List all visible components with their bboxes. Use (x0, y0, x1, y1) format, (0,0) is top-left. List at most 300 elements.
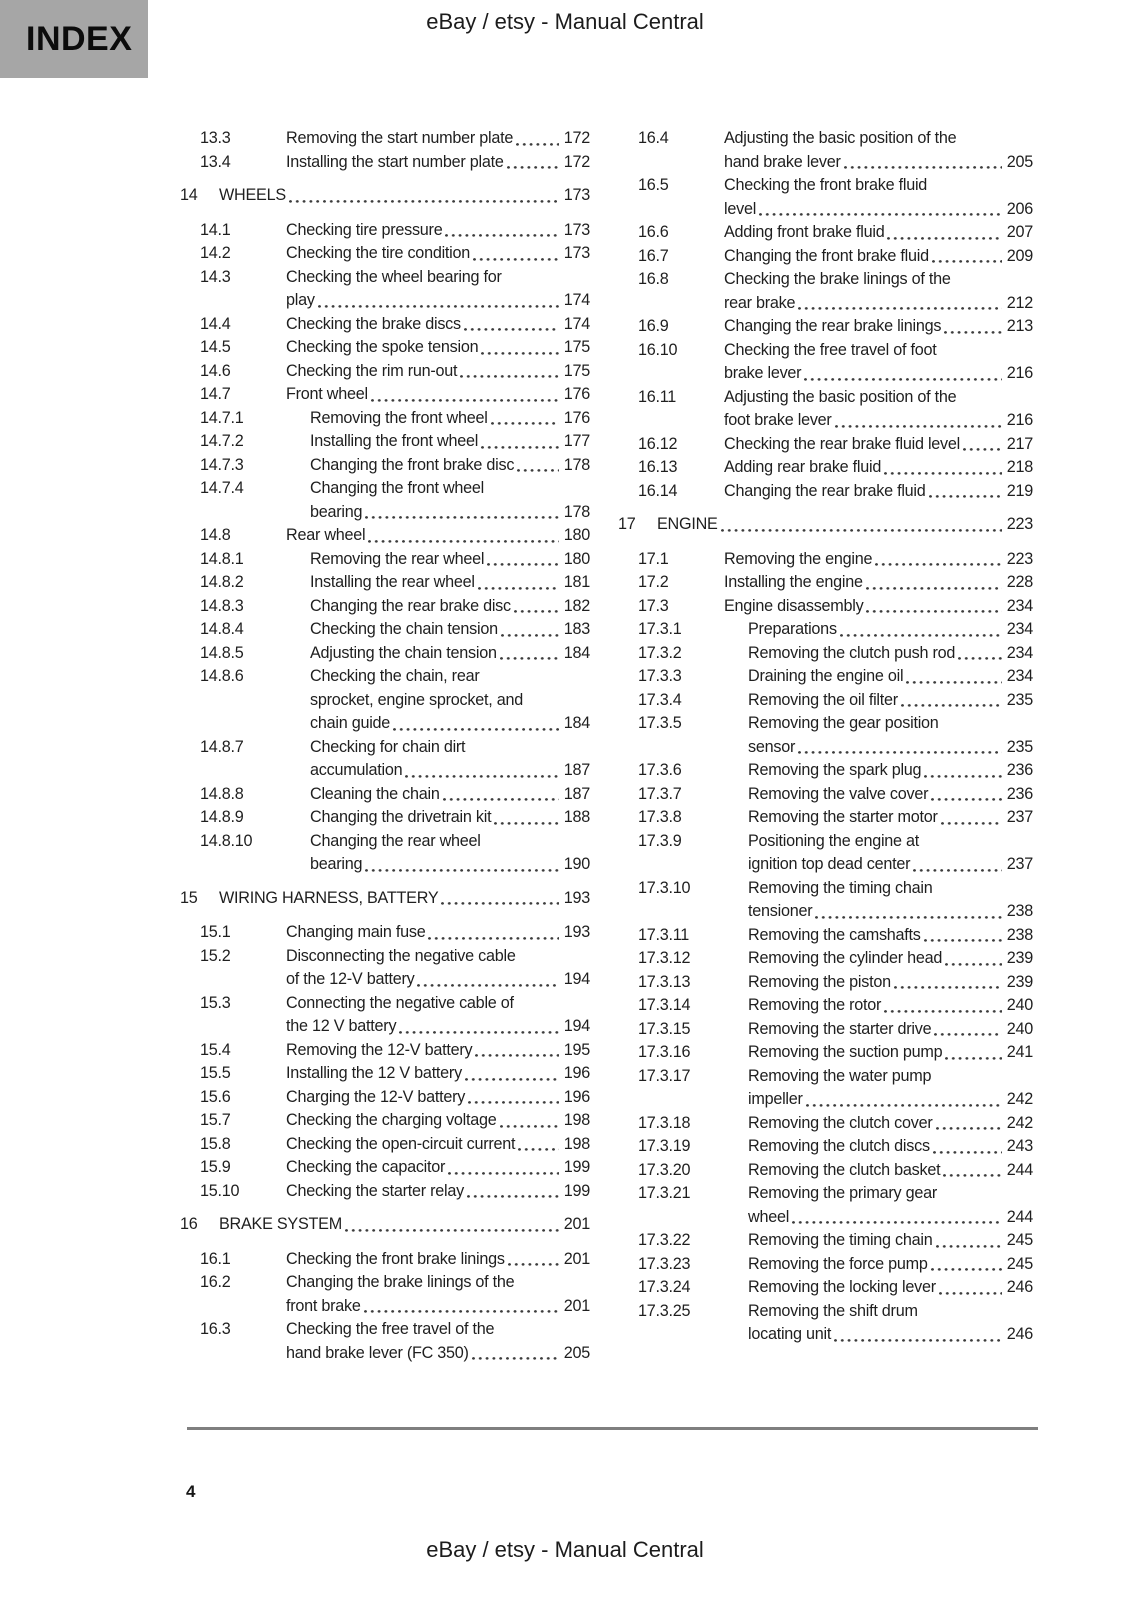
toc-entry-title: Checking the open-circuit current (286, 1134, 516, 1153)
toc-entry-number: 16.9 (638, 317, 669, 335)
toc-entry-page: 178 (563, 455, 590, 474)
dot-leader (516, 143, 559, 146)
toc-entry-number: 16.7 (638, 246, 669, 265)
toc-entry-page: 218 (1006, 458, 1033, 476)
toc-entry-title: Changing main fuse (286, 923, 426, 941)
toc-entry-title: Checking the front brake fluid (724, 176, 928, 194)
toc-entry-page: 234 (1006, 667, 1033, 685)
dot-leader (481, 352, 558, 355)
toc-entry-line (748, 1159, 1033, 1183)
toc-entry-page: 195 (563, 1040, 590, 1059)
toc-entry-line (286, 1295, 590, 1319)
toc-entry-page: 207 (1006, 223, 1033, 241)
toc-entry-title: WIRING HARNESS, BATTERY (219, 888, 439, 907)
toc-entry-number: 16.13 (638, 458, 678, 476)
toc-entry-line (219, 887, 590, 911)
dot-leader (518, 1148, 558, 1151)
toc-entry-line (310, 689, 590, 713)
toc-entry-number: 17.3.11 (638, 925, 690, 944)
toc-entry-number: 14.8.3 (200, 596, 244, 615)
toc-entry-title: Removing the valve cover (748, 784, 929, 803)
toc-entry-line (286, 1039, 590, 1063)
toc-entry-page: 223 (1006, 515, 1033, 533)
toc-entry-line (286, 1342, 590, 1366)
toc-entry-title: Checking the capacitor (286, 1158, 446, 1176)
toc-entry-title: Removing the primary gear (748, 1184, 937, 1202)
toc-entry-number: 14.8.9 (200, 808, 244, 826)
toc-entry-line (286, 1248, 590, 1272)
toc-entry-line (748, 1300, 1033, 1324)
toc-entry-number: 14.8.5 (200, 643, 244, 662)
dot-leader (368, 540, 558, 543)
toc-entry-title: Removing the spark plug (748, 761, 922, 779)
toc-entry (618, 877, 1033, 924)
toc-entry-line (748, 900, 1033, 924)
toc-entry (618, 947, 1033, 971)
toc-entry-number: 17.3.9 (638, 831, 682, 850)
toc-entry-page: 238 (1006, 902, 1033, 920)
toc-entry-line (310, 618, 590, 642)
toc-entry-number: 17.1 (638, 549, 669, 568)
toc-entry-title: Adjusting the basic position of the (724, 129, 957, 147)
toc-entry-title: Changing the rear wheel (310, 831, 481, 850)
toc-entry (618, 1018, 1033, 1042)
toc-entry-page: 173 (563, 244, 590, 262)
toc-entry-page: 239 (1006, 949, 1033, 967)
toc-entry-line (748, 1135, 1033, 1159)
dot-leader (894, 986, 1002, 989)
toc-entry-line (286, 360, 590, 384)
toc-entry-line (748, 618, 1033, 642)
toc-entry-line (748, 994, 1033, 1018)
toc-entry-number: 15.7 (200, 1111, 231, 1129)
dot-leader (467, 1195, 559, 1198)
toc-entry-title: Removing the cylinder head (748, 949, 943, 967)
dot-leader (289, 200, 559, 203)
toc-entry (180, 642, 590, 666)
toc-entry-number: 17.3.19 (638, 1137, 691, 1155)
toc-entry-title: Checking the front brake linings (286, 1249, 505, 1268)
toc-entry-page: 199 (563, 1181, 590, 1200)
toc-entry (618, 315, 1033, 339)
toc-entry (180, 383, 590, 407)
toc-entry-line (748, 736, 1033, 760)
toc-entry (618, 689, 1033, 713)
dot-leader (798, 307, 1001, 310)
toc-entry-title: Installing the front wheel (310, 432, 479, 450)
toc-entry-page: 175 (563, 338, 590, 356)
dot-leader (500, 1125, 559, 1128)
toc-entry-number: 16.11 (638, 387, 677, 406)
toc-entry-title: Removing the piston (748, 972, 891, 991)
toc-entry-line (724, 268, 1033, 292)
toc-entry-line (286, 151, 590, 175)
toc-entry-page: 199 (563, 1158, 590, 1176)
toc-entry-title: Checking for chain dirt (310, 737, 466, 756)
dot-leader (887, 237, 1001, 240)
toc-entry-title: hand brake lever (FC 350) (286, 1343, 469, 1362)
toc-entry-number: 16.1 (200, 1249, 231, 1268)
toc-entry-page: 236 (1006, 784, 1033, 803)
dot-leader (478, 587, 559, 590)
toc-entry-line (748, 1065, 1033, 1089)
toc-entry-page: 246 (1006, 1325, 1033, 1343)
toc-entry-number: 15.1 (200, 923, 231, 941)
toc-entry-title: Removing the clutch basket (748, 1160, 941, 1179)
toc-entry-line (286, 1318, 590, 1342)
dot-leader (884, 1010, 1002, 1013)
toc-entry-line (286, 242, 590, 266)
toc-entry-title: Disconnecting the negative cable (286, 946, 516, 965)
toc-entry-number: 15.6 (200, 1087, 231, 1106)
toc-entry-line (286, 1062, 590, 1086)
toc-entry-line (310, 571, 590, 595)
dot-leader (318, 305, 559, 308)
dot-leader (924, 939, 1002, 942)
dot-leader (815, 916, 1001, 919)
toc-entry-title: Checking the chain tension (310, 620, 498, 638)
toc-entry (180, 992, 590, 1039)
toc-entry-title: Removing the locking lever (748, 1278, 936, 1296)
toc-entry (618, 924, 1033, 948)
toc-entry-number: 17.3.6 (638, 761, 682, 779)
toc-entry-number: 17.3.22 (638, 1231, 691, 1249)
toc-entry-line (724, 548, 1033, 572)
toc-entry-title: Checking the charging voltage (286, 1111, 497, 1129)
dot-leader (884, 472, 1002, 475)
toc-entry (180, 945, 590, 992)
toc-entry-page: 223 (1006, 549, 1033, 568)
toc-entry (618, 221, 1033, 245)
dot-leader (448, 1172, 559, 1175)
dot-leader (963, 448, 1002, 451)
toc-entry-title: Changing the brake linings of the (286, 1273, 515, 1291)
toc-entry-title: front brake (286, 1296, 361, 1315)
toc-entry-line (748, 689, 1033, 713)
toc-entry-title: of the 12-V battery (286, 970, 415, 988)
toc-entry-number: 17.3.14 (638, 996, 691, 1014)
toc-entry-line (286, 219, 590, 243)
toc-entry (618, 1300, 1033, 1347)
toc-entry-title: Removing the starter drive (748, 1019, 932, 1038)
toc-entry (618, 994, 1033, 1018)
toc-entry (180, 151, 590, 175)
dot-leader (944, 331, 1002, 334)
toc-entry-page: 194 (563, 1017, 590, 1035)
toc-entry (180, 571, 590, 595)
toc-entry-title: sprocket, engine sprocket, and (310, 690, 523, 709)
toc-entry-line (310, 477, 590, 501)
toc-entry-title: Checking the tire condition (286, 244, 471, 262)
toc-entry-page: 228 (1006, 573, 1033, 591)
toc-entry-title: Draining the engine oil (748, 667, 904, 685)
toc-entry-number: 16.12 (638, 434, 678, 453)
toc-entry-title: wheel (748, 1207, 790, 1226)
toc-entry-line (724, 480, 1033, 504)
toc-entry-line (286, 336, 590, 360)
toc-entry (618, 456, 1033, 480)
dot-leader (465, 1078, 559, 1081)
toc-entry-line (748, 924, 1033, 948)
toc-entry-title: Removing the rear wheel (310, 549, 485, 568)
toc-entry-page: 198 (563, 1134, 590, 1153)
dot-leader (936, 1245, 1002, 1248)
toc-entry-title: locating unit (748, 1325, 832, 1343)
toc-entry-number: 16.6 (638, 223, 669, 241)
toc-entry-page: 237 (1006, 855, 1033, 873)
toc-entry-number: 15.5 (200, 1064, 231, 1082)
toc-entry-number: 16.2 (200, 1273, 231, 1291)
toc-entry-title: Checking the brake discs (286, 314, 461, 333)
toc-entry-page: 206 (1006, 199, 1033, 218)
toc-entry-line (724, 292, 1033, 316)
toc-entry-title: Removing the front wheel (310, 408, 488, 427)
toc-entry-number: 14.8.8 (200, 784, 244, 803)
dot-leader (475, 1054, 558, 1057)
toc-entry-line (286, 1015, 590, 1039)
toc-entry-title: Engine disassembly (724, 596, 864, 615)
toc-entry-page: 180 (563, 526, 590, 544)
toc-entry (180, 830, 590, 877)
toc-entry-title: ignition top dead center (748, 855, 911, 873)
toc-entry-title: sensor (748, 737, 796, 756)
toc-entry-page: 173 (563, 220, 590, 239)
header-title: eBay / etsy - Manual Central (426, 9, 704, 34)
dot-leader (405, 775, 558, 778)
toc-entry-page: 176 (563, 385, 590, 403)
toc-entry-line (310, 759, 590, 783)
toc-entry-title: foot brake lever (724, 411, 832, 429)
toc-entry (618, 339, 1033, 386)
toc-entry (618, 513, 1033, 537)
toc-entry-page: 180 (563, 549, 590, 568)
toc-entry-title: Changing the rear brake disc (310, 596, 511, 615)
toc-entry-line (748, 1112, 1033, 1136)
dot-leader (866, 610, 1001, 613)
toc-entry-line (724, 409, 1033, 433)
toc-entry-page: 172 (563, 152, 590, 171)
toc-entry-number: 17.3.21 (638, 1184, 691, 1202)
toc-entry-number: 15 (180, 888, 198, 907)
toc-entry-number: 14.3 (200, 267, 231, 286)
toc-entry-number: 15.2 (200, 946, 231, 965)
toc-entry-page: 240 (1006, 996, 1033, 1014)
toc-entry-page: 178 (563, 502, 590, 521)
toc-entry-line (286, 1271, 590, 1295)
dot-leader (517, 469, 559, 472)
toc-entry-line (724, 433, 1033, 457)
toc-entry-line (748, 1229, 1033, 1253)
toc-entry (180, 1271, 590, 1318)
toc-entry-page: 235 (1006, 690, 1033, 709)
dot-leader (364, 1310, 559, 1313)
toc-entry-title: Checking the spoke tension (286, 338, 479, 356)
toc-entry (180, 242, 590, 266)
toc-entry-page: 193 (563, 888, 590, 907)
toc-entry-title: tensioner (748, 902, 813, 920)
toc-entry (180, 548, 590, 572)
toc-entry-page: 213 (1006, 317, 1033, 335)
dot-leader (875, 563, 1002, 566)
toc-entry-title: level (724, 199, 757, 218)
toc-entry-page: 235 (1006, 737, 1033, 756)
toc-entry-line (286, 968, 590, 992)
toc-entry-line (724, 456, 1033, 480)
toc-entry-page: 187 (563, 784, 590, 803)
toc-entry-line (286, 383, 590, 407)
toc-entry-line (724, 595, 1033, 619)
toc-entry-page: 177 (563, 432, 590, 450)
toc-entry (618, 386, 1033, 433)
toc-entry-line (310, 665, 590, 689)
toc-entry-title: Connecting the negative cable of (286, 993, 514, 1012)
toc-entry-number: 17.3.16 (638, 1043, 691, 1061)
toc-entry-title: Removing the 12-V battery (286, 1040, 473, 1059)
toc-entry (180, 595, 590, 619)
toc-entry (180, 524, 590, 548)
toc-entry (180, 407, 590, 431)
toc-entry-line (724, 386, 1033, 410)
toc-entry (618, 665, 1033, 689)
toc-entry-line (724, 245, 1033, 269)
toc-entry-page: 234 (1006, 596, 1033, 615)
toc-entry (618, 127, 1033, 174)
toc-entry-number: 17.3.15 (638, 1019, 691, 1038)
toc-entry (180, 1318, 590, 1365)
toc-entry-page: 240 (1006, 1019, 1033, 1038)
dot-leader (472, 1357, 559, 1360)
toc-entry-page: 234 (1006, 643, 1033, 662)
toc-entry-line (310, 595, 590, 619)
toc-entry (618, 571, 1033, 595)
toc-entry-number: 17.3.2 (638, 643, 682, 662)
toc-entry-title: Removing the oil filter (748, 690, 898, 709)
dot-leader (932, 260, 1002, 263)
toc-entry-title: Changing the rear brake fluid (724, 481, 926, 500)
toc-entry-number: 14.1 (200, 220, 231, 239)
toc-entry-number: 14.7.4 (200, 479, 244, 497)
toc-entry-number: 17.3.17 (638, 1066, 691, 1085)
dot-leader (806, 1104, 1002, 1107)
toc-entry (618, 1065, 1033, 1112)
toc-entry-page: 205 (563, 1343, 590, 1362)
toc-entry-number: 14.8.2 (200, 573, 244, 591)
toc-entry (618, 268, 1033, 315)
toc-entry-title: Removing the water pump (748, 1066, 932, 1085)
toc-entry (618, 830, 1033, 877)
toc-entry (618, 1276, 1033, 1300)
toc-entry-page: 217 (1006, 434, 1033, 453)
toc-entry (180, 1039, 590, 1063)
toc-entry-line (310, 783, 590, 807)
toc-entry (618, 759, 1033, 783)
toc-entry-title: Removing the gear position (748, 714, 939, 732)
toc-entry-number: 17.3.18 (638, 1113, 691, 1132)
toc-entry (180, 783, 590, 807)
footer-rule (187, 1427, 1038, 1430)
toc-entry-number: 16.10 (638, 340, 678, 359)
dot-leader (393, 728, 559, 731)
toc-entry-line (724, 198, 1033, 222)
toc-entry-page: 188 (563, 808, 590, 826)
toc-entry-number: 14.5 (200, 338, 231, 356)
toc-entry-title: Removing the rotor (748, 996, 882, 1014)
toc-entry (618, 548, 1033, 572)
toc-entry-title: bearing (310, 855, 363, 873)
toc-entry-title: Changing the rear brake linings (724, 317, 942, 335)
toc-entry-line (724, 127, 1033, 151)
toc-entry-line (748, 1088, 1033, 1112)
toc-entry-number: 14.2 (200, 244, 231, 262)
toc-entry (180, 1180, 590, 1204)
dot-leader (798, 751, 1002, 754)
dot-leader (487, 563, 559, 566)
dot-leader (936, 1127, 1002, 1130)
toc-entry-line (748, 947, 1033, 971)
index-tab-label: INDEX (26, 19, 133, 58)
toc-entry-number: 14.8 (200, 526, 231, 544)
toc-entry-line (286, 921, 590, 945)
toc-entry-title: WHEELS (219, 186, 286, 204)
toc-entry-number: 14.4 (200, 314, 231, 333)
toc-entry-line (310, 642, 590, 666)
toc-entry-title: rear brake (724, 293, 796, 312)
dot-leader (840, 634, 1002, 637)
toc-entry-number: 16.3 (200, 1320, 231, 1338)
toc-entry-title: Removing the shift drum (748, 1301, 918, 1320)
toc-column-left (180, 127, 590, 1365)
toc-entry-number: 17 (618, 515, 636, 533)
dot-leader (365, 516, 558, 519)
toc-entry-page: 193 (563, 923, 590, 941)
toc-entry-line (219, 184, 590, 208)
toc-entry-number: 16.4 (638, 129, 669, 147)
toc-entry-title: Removing the camshafts (748, 925, 921, 944)
toc-entry-page: 234 (1006, 620, 1033, 638)
dot-leader (441, 902, 558, 905)
toc-entry-line (748, 783, 1033, 807)
toc-entry (618, 480, 1033, 504)
toc-entry-number: 17.3.10 (638, 878, 691, 897)
toc-entry-line (286, 992, 590, 1016)
toc-column-right (618, 127, 1033, 1347)
toc-entry-number: 17.3.25 (638, 1301, 691, 1320)
toc-entry-number: 13.3 (200, 129, 231, 147)
toc-entry-number: 16.8 (638, 270, 669, 288)
toc-entry (180, 618, 590, 642)
toc-entry (180, 1156, 590, 1180)
toc-entry-line (724, 339, 1033, 363)
toc-entry-number: 15.3 (200, 993, 231, 1012)
toc-entry (618, 174, 1033, 221)
toc-entry-page: 176 (563, 408, 590, 427)
toc-entry-title: Adding rear brake fluid (724, 458, 882, 476)
toc-entry-page: 201 (563, 1296, 590, 1315)
toc-entry-number: 14.7.1 (200, 408, 244, 427)
toc-entry-line (748, 971, 1033, 995)
toc-entry-line (310, 806, 590, 830)
dot-leader (494, 822, 558, 825)
dot-leader (460, 375, 558, 378)
toc-entry-line (286, 1156, 590, 1180)
toc-entry-page: 201 (563, 1249, 590, 1268)
toc-entry-title: Checking the brake linings of the (724, 270, 951, 288)
toc-entry-line (310, 736, 590, 760)
toc-entry-title: Checking the wheel bearing for (286, 267, 502, 286)
dot-leader (901, 704, 1002, 707)
dot-leader (931, 1268, 1002, 1271)
dot-leader (943, 1174, 1001, 1177)
